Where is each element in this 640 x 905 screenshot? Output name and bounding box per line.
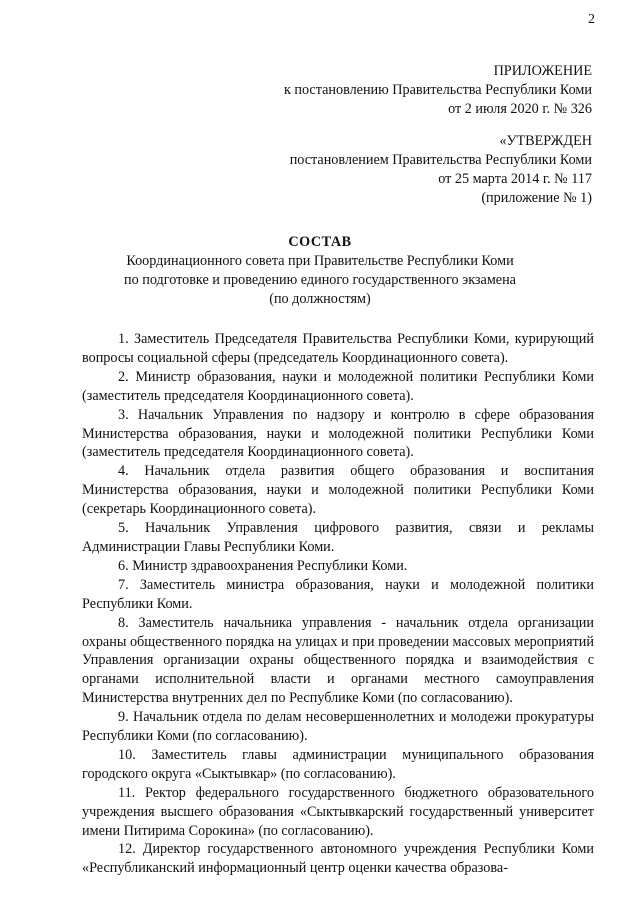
appendix-date: от 2 июля 2020 г. № 326 [448,101,592,117]
list-item: 9. Начальник отдела по делам несовершеннолетних и молодежи прокуратуры Республики Коми (по согласованию). [82,709,594,745]
list-item: 1. Заместитель Председателя Правительства Республики Коми, курирующий вопросы социальной сферы (председатель Координационного совета). [82,331,594,366]
list-item: 8. Заместитель начальника управления - начальник отдела организации охраны общественного порядка на улицах и при проведении массовых мероприятий Управления организации охраны общественного порядка и взаимодействия с органами исполнительной власти и органами местного самоуправления Министерства внутренних дел по Республике Коми (по согласованию). [82,614,594,707]
approved-date: от 25 марта 2014 г. № 117 [438,171,592,187]
list-item: 6. Министр здравоохранения Республики Коми. [118,557,408,574]
heading-line-1: Координационного совета при Правительстве Республики Коми [126,253,514,269]
list-item: 2. Министр образования, науки и молодежной политики Республики Коми (заместитель председателя Координационного совета). [82,368,594,404]
appendix-title: ПРИЛОЖЕНИЕ [493,63,592,79]
members-list [82,330,594,878]
approved-annex: (приложение № 1) [481,190,592,206]
list-item: 4. Начальник отдела развития общего образования и воспитания Министерства образования, науки и молодежной политики Республики Коми (секретарь Координационного совета). [82,463,594,518]
list-item: 11. Ректор федерального государственного бюджетного образовательного учреждения высшего образования «Сыктывкарский государственный университет имени Питирима Сорокина» (по согласованию). [82,784,594,839]
heading-line-3: (по должностям) [269,291,371,307]
list-item: 12. Директор государственного автономного учреждения Республики Коми «Республиканский информационный центр оценки качества образова- [82,841,594,877]
appendix-reference: к постановлению Правительства Республики Коми [283,82,592,98]
document-title: СОСТАВ [288,234,352,250]
list-item: 7. Заместитель министра образования, науки и молодежной политики Республики Коми. [82,576,594,612]
list-item: 5. Начальник Управления цифрового развития, связи и рекламы Администрации Главы Республики Коми. [82,520,594,555]
appendix-block [284,62,592,119]
approved-block [290,132,592,208]
page-number: 2 [588,12,595,27]
document-heading [0,233,640,309]
heading-line-2: по подготовке и проведению единого государственного экзамена [124,272,516,288]
list-item: 3. Начальник Управления по надзору и контролю в сфере образования Министерства образования, науки и молодежной политики Республики Коми (заместитель председателя Координационного совета). [82,406,594,461]
approved-title: «УТВЕРЖДЕН [499,133,592,149]
approved-reference: постановлением Правительства Республики Коми [289,152,592,168]
list-item: 10. Заместитель главы администрации муниципального образования городского округа «Сыктывкар» (по согласованию). [82,746,594,782]
